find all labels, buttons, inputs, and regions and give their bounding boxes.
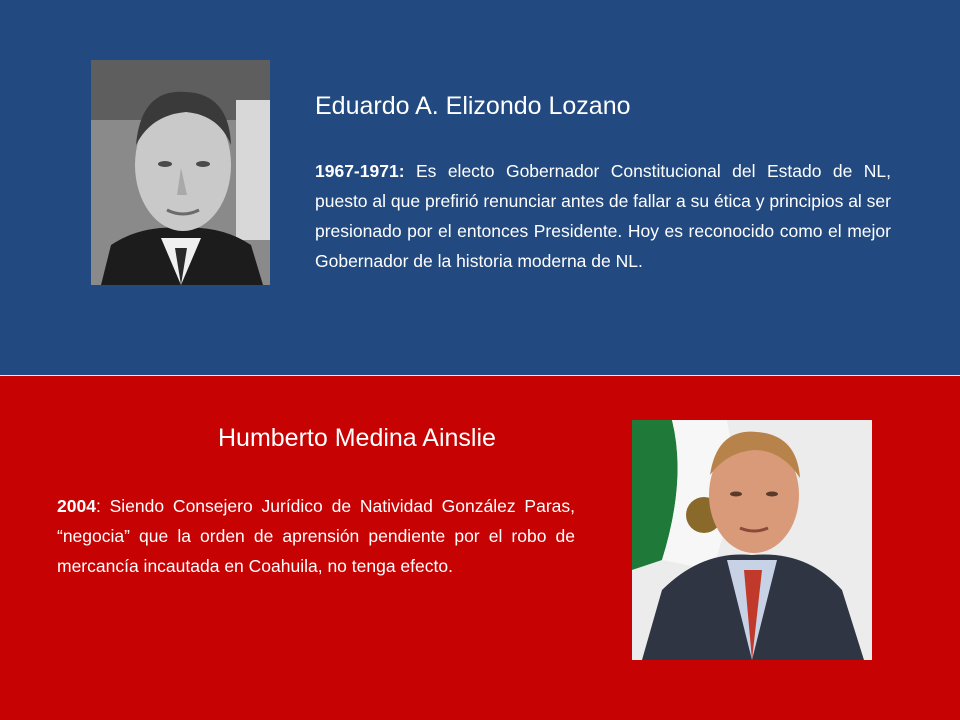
- bio-year-eduardo: 1967-1971:: [315, 161, 405, 181]
- person-name-eduardo: Eduardo A. Elizondo Lozano: [315, 92, 631, 120]
- bio-text-humberto: : Siendo Consejero Jurídico de Natividad González Paras, “negocia” que la orden de aprensión pendiente por el robo de mercancía incautada en Coahuila, no tenga efecto.: [57, 496, 575, 576]
- bio-year-humberto: 2004: [57, 496, 96, 516]
- bio-eduardo: [315, 156, 891, 276]
- bio-humberto: [57, 491, 575, 581]
- bio-text-eduardo: Es electo Gobernador Constitucional del Estado de NL, puesto al que prefirió renunciar antes de fallar a su ética y principios al ser presionado por el entonces Presidente. Hoy es reconocido como el mejor Gobernador de la historia moderna de NL.: [315, 161, 891, 271]
- portrait-photo-eduardo: [91, 60, 270, 285]
- person-name-humberto: Humberto Medina Ainslie: [218, 424, 496, 452]
- portrait-photo-humberto: [632, 420, 872, 660]
